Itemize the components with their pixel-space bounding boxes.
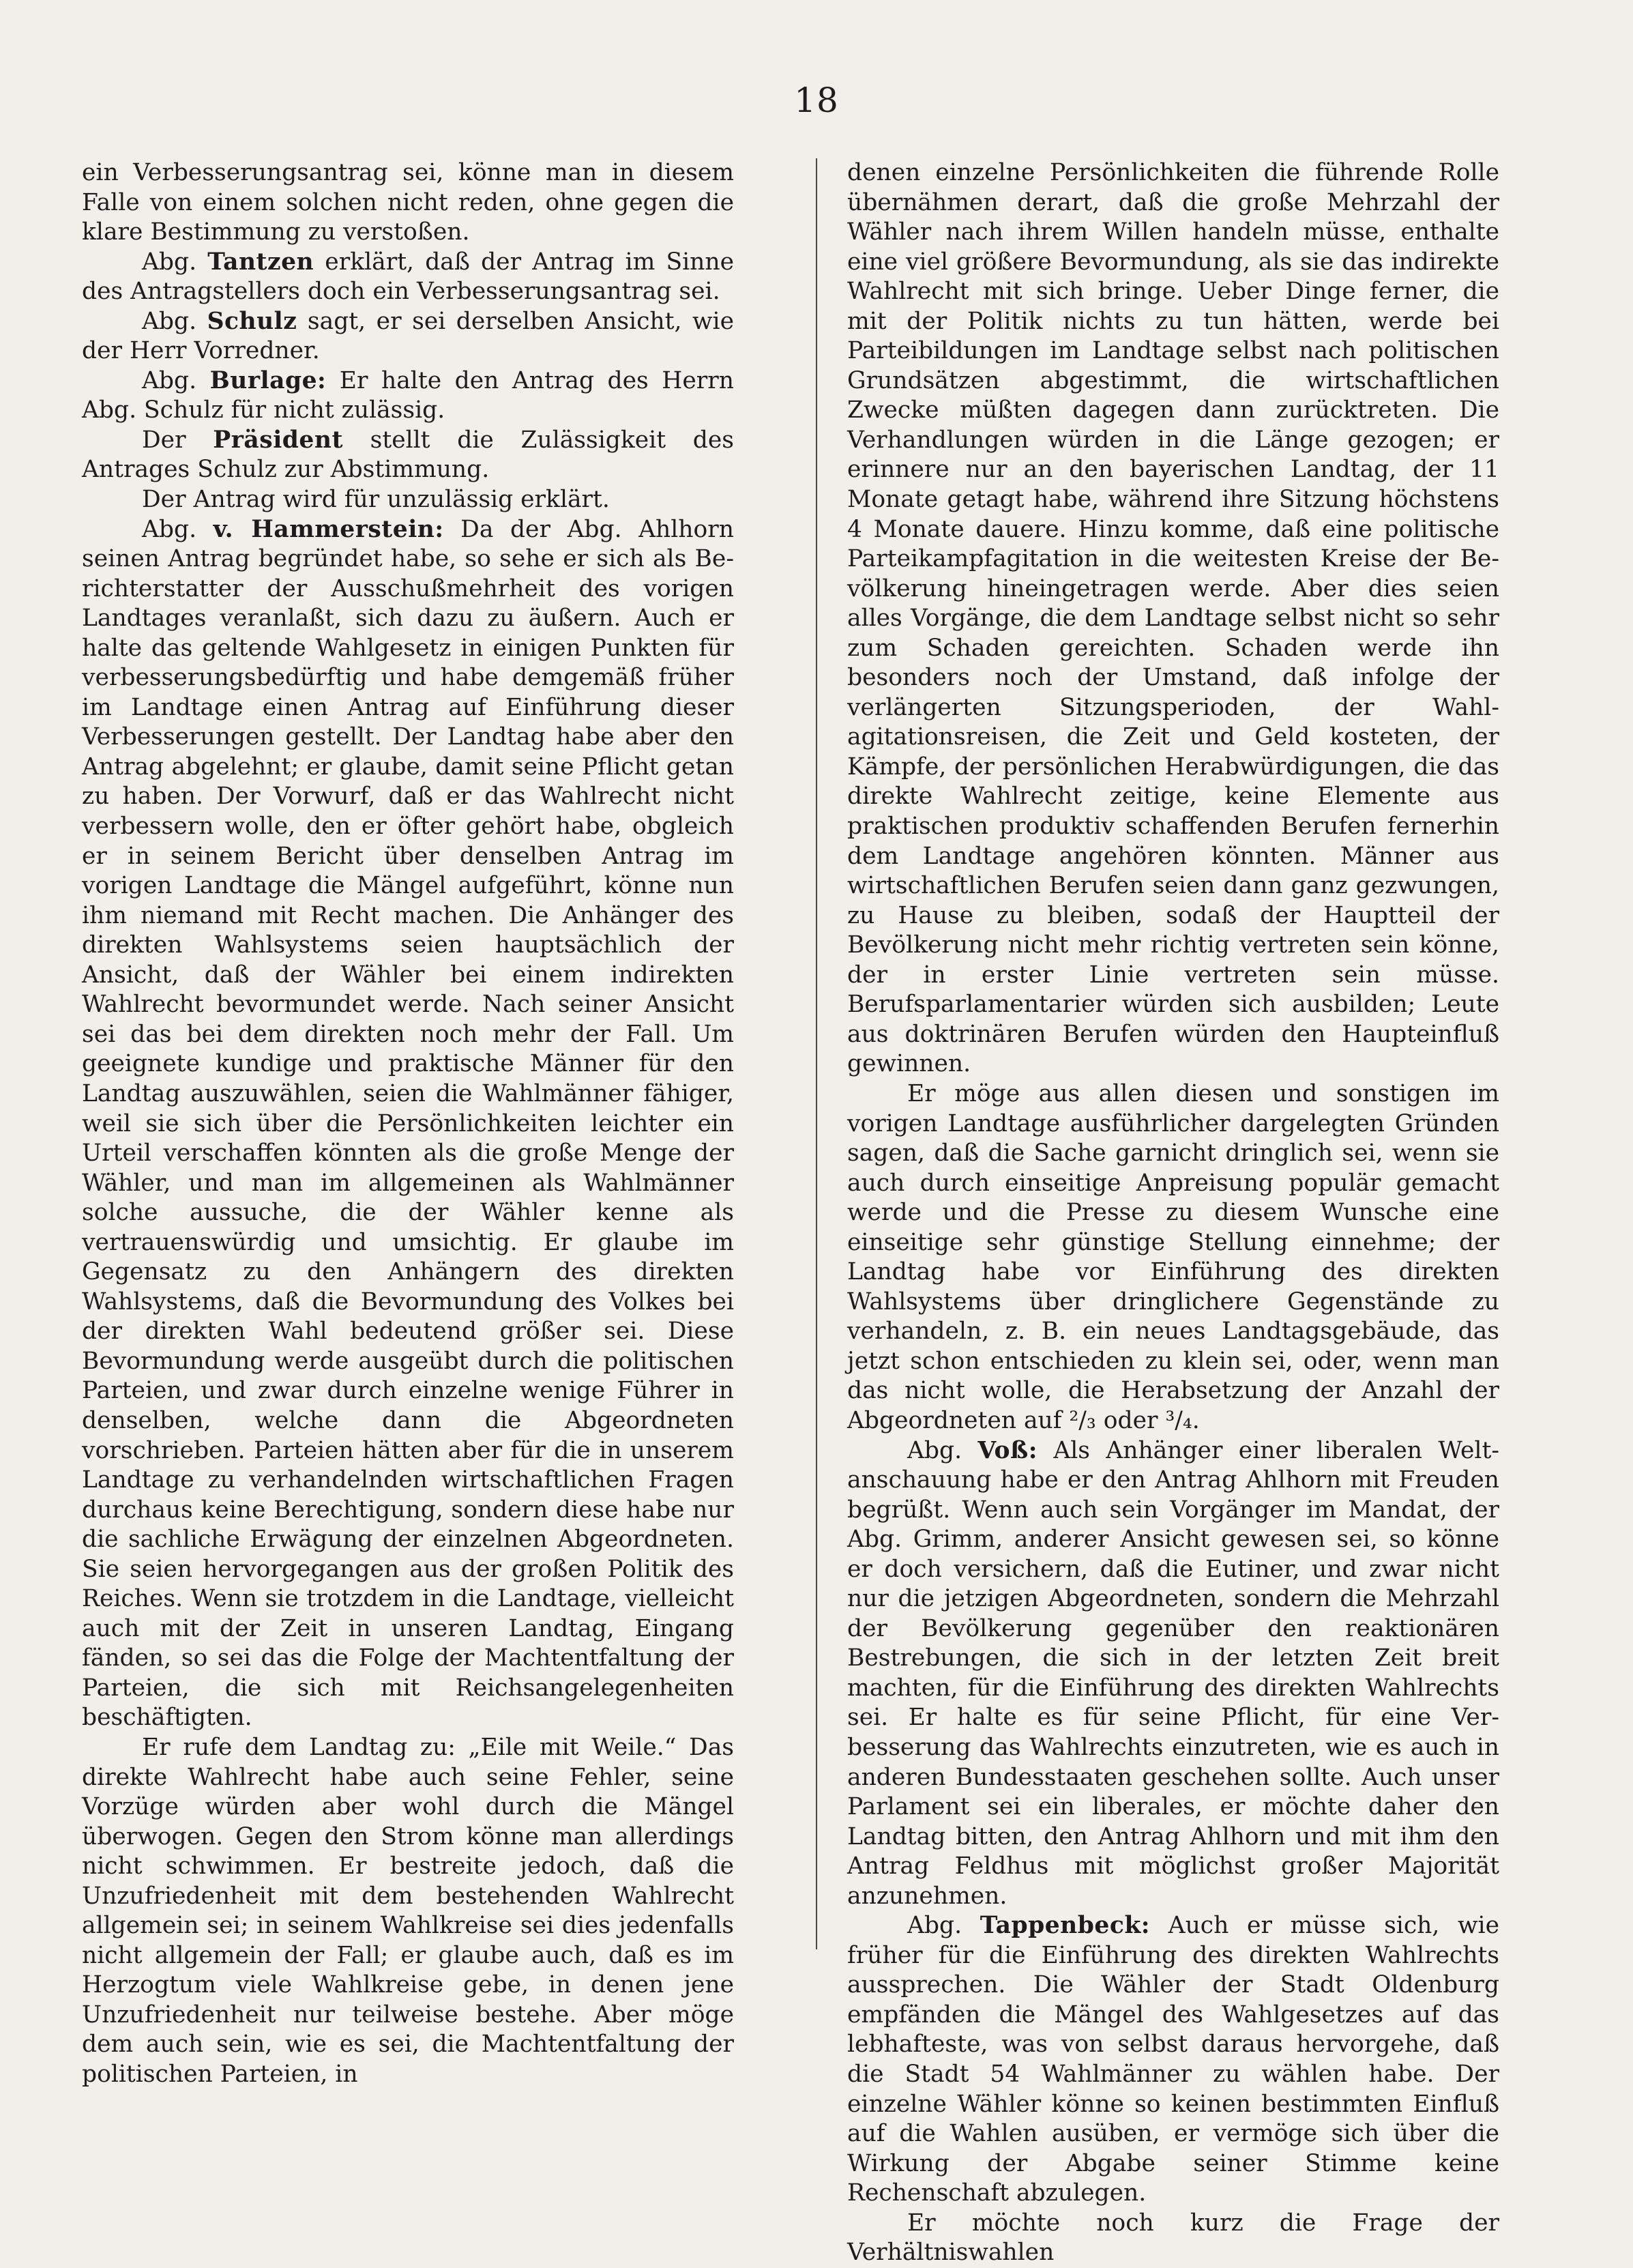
- paragraph-text: Abg.: [142, 307, 207, 335]
- paragraph-text: Als Anhänger einer liberalen Weltanschauung habe er den Antrag Ahlhorn mit Freuden begrüßt. Wenn auch sein Vorgänger im Mandat, der Abg. Grimm, anderer Ansicht gewesen sei, so könne er doch versichern, daß die Eutiner, und zwar nicht nur die jetzigen Abgeordneten, sondern die Mehrzahl der Bevölkerung gegenüber den reaktionären Bestrebungen, die sich in der letzten Zeit breit machten, für die Einführung des direkten Wahlrechts sei. Er halte es für seine Pflicht, für eine Verbesserung das Wahlrechts einzutreten, wie es auch in anderen Bundesstaaten geschehen sollte. Auch unser Parlament sei ein liberales, er möchte daher den Landtag bitten, den Antrag Ahlhorn und mit ihm den Antrag Feldhus mit möglichst großer Majorität anzunehmen.: [847, 1436, 1499, 1910]
- paragraph-text: Da der Abg. Ahlhorn seinen Antrag begründet habe, so sehe er sich als Berichterstatter der Ausschußmehrheit des vorigen Landtages veranlaßt, sich dazu zu äußern. Auch er halte das geltende Wahlgesetz in einigen Punkten für verbesserungsbedürftig und habe demgemäß früher im Landtage einen Antrag auf Einführung dieser Verbesserungen gestellt. Der Landtag habe aber den Antrag abgelehnt; er glaube, damit seine Pflicht getan zu haben. Der Vorwurf, daß er das Wahlrecht nicht verbessern wolle, den er öfter gehört habe, obgleich er in seinem Bericht über denselben Antrag im vorigen Landtage die Mängel aufgeführt, könne nun ihm niemand mit Recht machen. Die Anhänger des direkten Wahlsystems seien hauptsächlich der Ansicht, daß der Wähler bei einem indirekten Wahlrecht bevormundet werde. Nach seiner Ansicht sei das bei dem direkten noch mehr der Fall. Um geeignete kundige und praktische Männer für den Landtag auszuwählen, seien die Wahlmänner fähiger, weil sie sich über die Persönlichkeiten leichter ein Urteil verschaffen könnten als die große Menge der Wähler, und man im allgemeinen als Wahlmänner solche aussuche, die der Wähler kenne als vertrauenswürdig und umsichtig. Er glaube im Gegensatz zu den Anhängern des direkten Wahlsystems, daß die Bevormundung des Volkes bei der direkten Wahl bedeutend größer sei. Diese Bevormundung werde ausgeübt durch die politischen Parteien, und zwar durch einzelne wenige Führer in denselben, welche dann die Abgeordneten vorschrieben. Parteien hätten aber für die in unserem Landtage zu verhandelnden wirtschaftlichen Fragen durchaus keine Berechtigung, sondern diese habe nur die sachliche Erwägung der einzelnen Abgeordneten. Sie seien hervorgegangen aus der großen Politik des Reiches. Wenn sie trotzdem in die Landtage, vielleicht auch mit der Zeit in unseren Landtag, Eingang fänden, so sei das die Folge der Machtentfaltung der Parteien, die sich mit Reichsangelegenheiten beschäftigten.: [82, 515, 734, 1732]
- paragraph-text: Abg.: [142, 366, 210, 394]
- paragraph: [847, 2209, 1499, 2268]
- speaker-name: Burlage:: [209, 366, 327, 394]
- left-column: [82, 158, 734, 2090]
- paragraph: [847, 1911, 1499, 2208]
- speaker-name: Voß:: [977, 1436, 1038, 1464]
- paragraph: [82, 485, 734, 515]
- page-number: 18: [794, 81, 839, 120]
- paragraph-text: denen einzelne Persönlichkeiten die führende Rolle übernähmen derart, daß die große Mehrzahl der Wähler nach ihrem Willen handeln müsse, enthalte eine viel größere Bevormundung, als sie das indirekte Wahlrecht mit sich bringe. Ueber Dinge ferner, die mit der Politik nichts zu tun hätten, werde bei Parteibildungen im Landtage selbst nach politischen Grundsätzen abgestimmt, die wirtschaftlichen Zwecke müßten dagegen dann zurücktreten. Die Verhandlungen würden in die Länge gezogen; er erinnere nur an den bayerischen Landtag, der 11 Monate getagt habe, während ihre Sitzung höchstens 4 Monate dauere. Hinzu komme, daß eine politische Parteikampfagitation in die weitesten Kreise der Bevölkerung hineingetragen werde. Aber dies seien alles Vorgänge, die dem Landtage selbst nicht so sehr zum Schaden gereichten. Schaden werde ihn besonders noch der Umstand, daß infolge der verlängerten Sitzungsperioden, der Wahlagitationsreisen, die Zeit und Geld kosteten, der Kämpfe, der persönlichen Herabwürdigungen, die das direkte Wahlrecht zeitige, keine Elemente aus praktischen produktiv schaffenden Berufen fernerhin dem Landtage angehören könnten. Männer aus wirtschaftlichen Berufen seien dann ganz gezwungen, zu Hause zu bleiben, sodaß der Hauptteil der Bevölkerung nicht mehr richtig vertreten sein könne, der in erster Linie vertreten sein müsse. Berufsparlamentarier würden sich ausbilden; Leute aus doktrinären Berufen würden den Haupteinfluß gewinnen.: [847, 159, 1499, 1078]
- paragraph-text: erklärt, daß der Antrag im Sinne des Antragstellers doch ein Verbesserungsantrag sei.: [82, 248, 734, 306]
- paragraph: [847, 1079, 1499, 1436]
- right-column: [847, 158, 1499, 2268]
- paragraph: [82, 1733, 734, 2090]
- paragraph: [82, 248, 734, 307]
- paragraph-text: Auch er müsse sich, wie früher für die Einführung des direkten Wahlrechts aussprechen. Die Wähler der Stadt Oldenburg empfänden die Mängel des Wahlgesetzes auf das lebhafteste, was von selbst daraus hervorgehe, daß die Stadt 54 Wahlmänner zu wählen habe. Der einzelne Wähler könne so keinen bestimmten Einfluß auf die Wahlen ausüben, er vermöge sich über die Wirkung der Abgabe seiner Stimme keine Rechenschaft abzulegen.: [847, 1912, 1499, 2207]
- paragraph-text: Abg.: [907, 1912, 980, 1940]
- paragraph-text: Er halte den Antrag des Herrn Abg. Schulz für nicht zulässig.: [82, 366, 734, 424]
- paragraph-text: Er möchte noch kurz die Frage der Verhältniswahlen: [847, 2209, 1499, 2267]
- paragraph-text: sagt, er sei derselben Ansicht, wie der Herr Vorredner.: [82, 307, 734, 365]
- column-divider: [816, 158, 817, 1949]
- paragraph: [82, 158, 734, 248]
- paragraph: [82, 366, 734, 426]
- paragraph-text: Er möge aus allen diesen und sonstigen im vorigen Landtage ausführlicher dargelegten Gründen sagen, daß die Sache garnicht dringlich sei, wenn sie auch durch einseitige Anpreisung populär gemacht werde und die Presse zu diesem Wunsche eine einseitige sehr günstige Stellung einnehme; der Landtag habe vor Einführung des direkten Wahlsystems über dringlichere Gegenstände zu verhandeln, z. B. ein neues Landtagsgebäude, das jetzt schon entschieden zu klein sei, oder, wenn man das nicht wolle, die Herabsetzung der Anzahl der Abgeordneten auf ²/₃ oder ³/₄.: [847, 1079, 1499, 1434]
- paragraph: [847, 158, 1499, 1079]
- speaker-name: Tappenbeck:: [980, 1912, 1150, 1940]
- paragraph-text: Er rufe dem Landtag zu: „Eile mit Weile.“ Das direkte Wahlrecht habe auch seine Fehler, seine Vorzüge würden aber wohl durch die Mängel überwogen. Gegen den Strom könne man allerdings nicht schwimmen. Er bestreite jedoch, daß die Unzufriedenheit mit dem bestehenden Wahlrecht allgemein sei; in seinem Wahlkreise sei dies jedenfalls nicht allgemein der Fall; er glaube auch, daß es im Herzogtum viele Wahlkreise gebe, in denen jene Unzufriedenheit nur teilweise bestehe. Aber möge dem auch sein, wie es sei, die Machtentfaltung der politischen Parteien, in: [82, 1733, 734, 2088]
- speaker-name: Tantzen: [207, 248, 314, 276]
- paragraph-text: Abg.: [142, 248, 208, 276]
- paragraph-text: Abg.: [907, 1436, 978, 1464]
- speaker-name: Schulz: [207, 307, 297, 335]
- speaker-name: Präsident: [213, 426, 343, 454]
- paragraph: [82, 307, 734, 366]
- paragraph: [82, 515, 734, 1733]
- paragraph-text: ein Verbesserungsantrag sei, könne man in diesem Falle von einem solchen nicht reden, ohne gegen die klare Bestimmung zu verstoßen.: [82, 159, 734, 246]
- paragraph-text: stellt die Zulässigkeit des Antrages Schulz zur Abstimmung.: [82, 426, 734, 484]
- paragraph-text: Abg.: [142, 515, 214, 543]
- paragraph: [847, 1436, 1499, 1912]
- paragraph-text: Der Antrag wird für unzulässig erklärt.: [142, 486, 610, 514]
- speaker-name: v. Hammerstein:: [213, 515, 444, 543]
- paragraph-text: Der: [142, 426, 214, 454]
- paragraph: [82, 426, 734, 485]
